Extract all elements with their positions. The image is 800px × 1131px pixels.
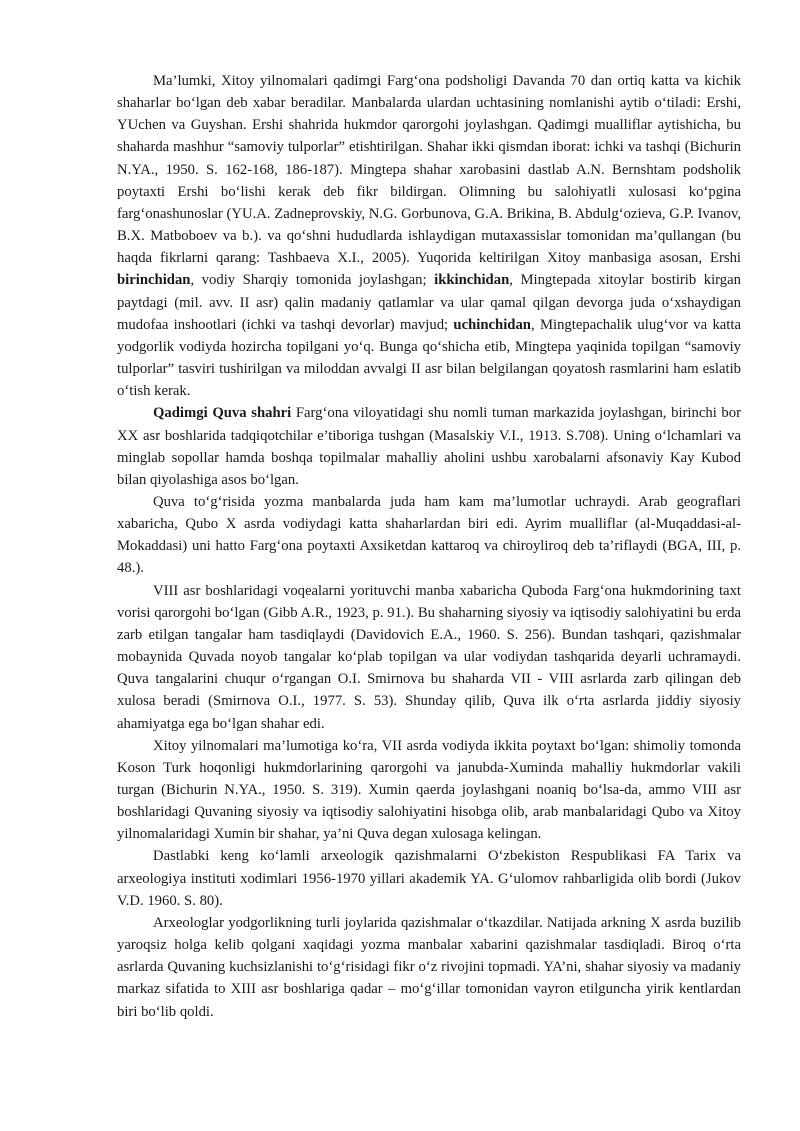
paragraph-text: VIII asr boshlaridagi voqealarni yorituvchi manba xabaricha Quboda Farg‘ona hukmdorining taxt vorisi qarorgohi bo‘lgan (Gibb A.R., 1923, p. 91.). Bu shaharning siyosiy va iqtisodiy salohiyatini bu erda zarb etilgan tangalar ham tasdiqlaydi (Davidovich E.A., 1960. S. 256). Bundan tashqari, qazishmalar mobaynida Quvada noyob tangalar ko‘plab topilgan va ular vodiydan tashqarida deyarli uchramaydi. Quva tangalarini chuqur o‘rgangan O.I. Smirnova bu shaharda VII - VIII asrlarda zarb qilingan deb xulosa beradi (Smirnova O.I., 1977. S. 53). Shunday qilib, Quva ilk o‘rta asrlarda jiddiy siyosiy ahamiyatga ega bo‘lgan shahar edi. bbox=[117, 582, 741, 732]
bold-term: Qadimgi Quva shahri bbox=[153, 405, 292, 422]
document-page bbox=[117, 70, 741, 1023]
paragraph-3 bbox=[117, 491, 741, 580]
paragraph-5 bbox=[117, 735, 741, 846]
paragraph-text: Xitoy yilnomalari ma’lumotiga ko‘ra, VII asrda vodiyda ikkita poytaxt bo‘lgan: shimoliy tomonda Koson Turk hoqonligi hukmdorlarining qarorgohi va janubda-Xuminda mahalliy hukmdorlar vakili turgan (Bichurin N.YA., 1950. S. 319). Xumin qaerda joylashgani noaniq bo‘lsa-da, ammo VIII asr boshlaridagi Quvaning siyosiy va iqtisodiy salohiyatini hisobga olib, arab manbalaridagi Qubo va Xitoy yilnomalaridagi Xumin bir shahar, ya’ni Quva degan xulosaga kelingan. bbox=[117, 737, 741, 843]
paragraph-text: Farg‘ona viloyatidagi shu nomli tuman markazida joylashgan, birinchi bor XX asr boshlarida tadqiqotchilar e’tiboriga tushgan (Masalskiy V.I., 1913. S.708). Uning o‘lchamlari va minglab sopollar hamda boshqa topilmalar mahalliy aholini ushbu xarobalarni afsonaviy Kay Kubod bilan qiyolashiga asos bo‘lgan. bbox=[117, 405, 742, 488]
paragraph-text: Quva to‘g‘risida yozma manbalarda juda ham kam ma’lumotlar uchraydi. Arab geograflari xabaricha, Qubo X asrda vodiydagi katta shaharlardan biri edi. Ayrim mualliflar (al-Muqaddasi-al-Mokaddasi) uni hatto Farg‘ona poytaxti Axsiketdan kattaroq va chiroyliroq deb ta’riflaydi (BGA, III, p. 48.). bbox=[117, 493, 741, 577]
paragraph-4 bbox=[117, 580, 741, 735]
paragraph-7 bbox=[117, 912, 741, 1023]
bold-term: ikkinchidan bbox=[434, 272, 510, 289]
bold-term: uchinchidan bbox=[453, 316, 531, 333]
paragraph-text: , vodiy Sharqiy tomonida joylashgan; bbox=[190, 272, 435, 289]
paragraph-6 bbox=[117, 845, 741, 911]
bold-term: birinchidan bbox=[117, 272, 191, 289]
paragraph-1 bbox=[117, 70, 741, 402]
paragraph-text: , Mingtepachalik ulug‘vor va katta yodgorlik vodiyda hozircha topilgani yo‘q. Bunga qo‘shicha etib, Mingtepa yaqinida topilgan “samoviy tulporlar” tasviri tushirilgan va miloddan avvalgi II asr bilan belgilangan qoyatosh rasmlarini ham eslatib o‘tish kerak. bbox=[117, 316, 741, 400]
paragraph-text: Dastlabki keng ko‘lamli arxeologik qazishmalarni O‘zbekiston Respublikasi FA Tarix va arxeologiya instituti xodimlari 1956-1970 yillari akademik YA. G‘ulomov rahbarligida olib bordi (Jukov V.D. 1960. S. 80). bbox=[117, 848, 741, 909]
paragraph-text: Ma’lumki, Xitoy yilnomalari qadimgi Farg‘ona podsholigi Davanda 70 dan ortiq katta va kichik shaharlar bo‘lgan deb xabar beradilar. Manbalarda ulardan uchtasining nomlanishi aytib o‘tiladi: Ershi, YUchen va Guyshan. Ershi shahrida hukmdor qarorgohi joylashgan. Qadimgi mualliflar aytishicha, bu shaharda mashhur “samoviy tulporlar” etishtirilgan. Shahar ikki qismdan iborat: ichki va tashqi (Bichurin N.YA., 1950. S. 162-168, 186-187). Mingtepa shahar xarobasini dastlab A.N. Bernshtam podsholik poytaxti Ershi bo‘lishi kerak deb fikr bildirgan. Olimning bu salohiyatli xulosasi ko‘pgina farg‘onashunoslar (YU.A. Zadneprovskiy, N.G. Gorbunova, G.A. Brikina, B. Abdulg‘ozieva, G.P. Ivanov, B.X. Matboboev va b.). va qo‘shni hududlarda ishlaydigan mutaxassislar tomonidan ma’qullangan (bu haqda fikrlarni qarang: Tashbaeva X.I., 2005). Yuqorida keltirilgan Xitoy manbasiga asosan, Ershi bbox=[117, 73, 741, 267]
paragraph-text: , Mingtepada xitoylar bostirib kirgan paytdagi (mil. avv. II asr) qalin madaniy qatlamlar va ular qamal qilgan devorga juda o‘xshaydigan mudofaa inshootlari (ichki va tashqi devorlar) mavjud; bbox=[117, 272, 741, 333]
paragraph-text: Arxeologlar yodgorlikning turli joylarida qazishmalar o‘tkazdilar. Natijada arkning X asrda buzilib yaroqsiz holga kelib qolgani xaqidagi yozma manbalar xabarini qazishmalar tasdiqladi. Biroq o‘rta asrlarda Quvaning kuchsizlanishi to‘g‘risidagi fikr o‘z rivojini topmadi. YA’ni, shahar siyosiy va madaniy markaz sifatida to XIII asr boshlariga qadar – mo‘g‘illar tomonidan vayron etilguncha yirik kentlardan biri bo‘lib qoldi. bbox=[117, 914, 741, 1020]
paragraph-2 bbox=[117, 402, 741, 491]
